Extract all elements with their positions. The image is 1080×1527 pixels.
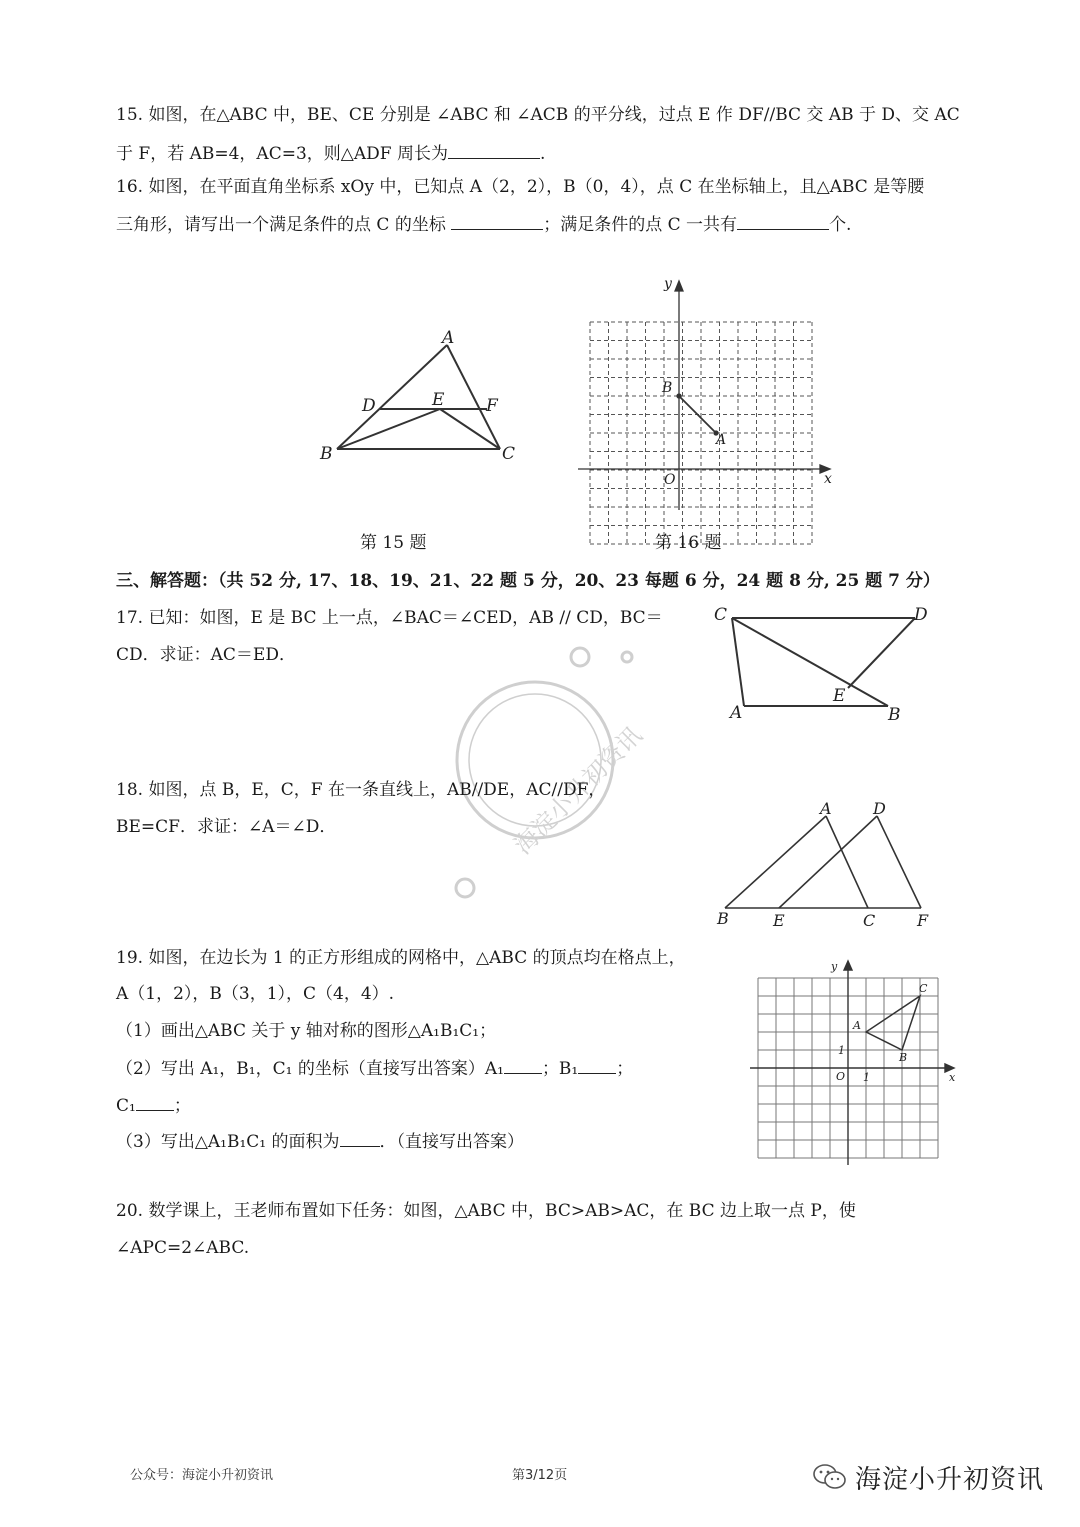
fig17-label-c: C [714, 605, 728, 625]
fig17-label-a: A [730, 703, 743, 723]
fig15-label-f: F [486, 396, 498, 416]
fig15-label-d: D [362, 396, 376, 416]
q15-line2-text: 于 F，若 AB=4，AC=3，则△ADF 周长为 [116, 144, 448, 164]
fig15-seg-ab [337, 345, 447, 449]
q16-line2c: 个. [829, 215, 852, 235]
fig17-seg-cb [732, 618, 888, 706]
fig19-label-a: A [853, 1019, 861, 1032]
q16-line2a: 三角形，请写出一个满足条件的点 C 的坐标 [116, 215, 446, 235]
fig16-y-arrow [675, 281, 683, 291]
q19-blank-area [340, 1128, 380, 1147]
fig16-label-b: B [662, 380, 673, 396]
fig15-label-c: C [502, 444, 516, 464]
q16-line1: 16. 如图，在平面直角坐标系 xOy 中，已知点 A（2，2），B（0，4），点 C 在坐标轴上，且△ABC 是等腰 [116, 177, 925, 197]
q17-line1: 17. 已知：如图，E 是 BC 上一点，∠BAC＝∠CED，AB // CD，BC＝ [116, 608, 663, 628]
fig18-label-a: A [820, 799, 832, 818]
q19-blank-a1 [504, 1055, 542, 1074]
fig18-label-f: F [917, 911, 929, 930]
watermark-text: 海淀小升初资讯 [508, 721, 648, 860]
q19-blank-c1 [136, 1092, 174, 1111]
fig16-label-x: x [824, 471, 832, 487]
figure-15 [310, 325, 530, 470]
q19-part3-end: ．（直接写出答案） [379, 1132, 525, 1152]
fig17-seg-de [848, 618, 915, 688]
fig16-grid [590, 322, 812, 544]
fig19-label-one-x: 1 [863, 1071, 870, 1084]
fig15-seg-be [337, 409, 440, 449]
figure-18 [705, 800, 940, 935]
fig17-label-b: B [888, 705, 901, 725]
q15-line1: 15. 如图，在△ABC 中，BE、CE 分别是 ∠ABC 和 ∠ACB 的平分线，过点 E 作 DF//BC 交 AB 于 D、交 AC [116, 105, 960, 125]
wechat-icon [812, 1462, 848, 1492]
figure-16 [578, 270, 848, 515]
fig19-label-b: B [899, 1051, 908, 1064]
watermark-dot-3 [456, 879, 474, 897]
q16-line2 [116, 211, 851, 237]
fig15-label-b: B [320, 444, 333, 464]
fig17-seg-ca [732, 618, 744, 706]
q19-part2 [116, 1055, 633, 1081]
q19-part2-c1-label: C₁ [116, 1096, 136, 1116]
figure-19 [745, 955, 960, 1170]
q16-blank-1 [451, 211, 543, 230]
fig15-label-e: E [432, 390, 445, 410]
fig19-label-x: x [949, 1071, 956, 1084]
fig16-label-y: y [664, 276, 672, 292]
fig19-label-o: O [836, 1070, 846, 1083]
fig16-label-o: O [664, 472, 676, 488]
section3-title: 三、解答题：（共 52 分, 17、18、19、21、22 题 5 分，20、23 每题 6 分，24 题 8 分, 25 题 7 分） [116, 571, 940, 591]
figure-17 [710, 600, 935, 730]
fig18-label-e: E [773, 911, 785, 930]
q19-part2-b1: ；B₁ [541, 1059, 579, 1079]
q18-line2: BE=CF．求证：∠A＝∠D． [116, 817, 337, 837]
fig18-seg-df [877, 816, 921, 908]
watermark-dot-2 [622, 652, 632, 662]
q15-answer-blank [448, 140, 540, 159]
fig19-label-y: y [831, 960, 838, 973]
q18-line1: 18. 如图，点 B，E，C，F 在一条直线上，AB//DE，AC//DF， [116, 780, 606, 800]
fig15-label-a: A [442, 328, 455, 348]
watermark-seal [440, 640, 660, 900]
q16-blank-2 [737, 211, 829, 230]
fig19-label-c: C [919, 982, 928, 995]
footer-page-number: 第3/12页 [512, 1468, 568, 1483]
q19-part2-c1 [116, 1092, 191, 1118]
fig19-y-arrow [844, 961, 852, 970]
fig16-point-b [677, 394, 681, 398]
q19-part3 [116, 1128, 524, 1154]
fig18-label-c: C [863, 911, 876, 930]
q19-part3-text: （3）写出△A₁B₁C₁ 的面积为 [116, 1132, 340, 1152]
fig16-label-a: A [716, 432, 727, 448]
fig18-seg-ba [725, 816, 826, 908]
fig19-triangle-abc [866, 996, 920, 1050]
fig15-caption: 第 15 题 [360, 533, 427, 553]
q19-part2-c1-end: ； [173, 1096, 191, 1116]
q16-line2b: ；满足条件的点 C 一共有 [543, 215, 738, 235]
footer-brand: 海淀小升初资讯 [855, 1465, 1045, 1495]
q15-line2-end: . [539, 144, 546, 164]
q19-line2: A（1，2），B（3，1），C（4，4）. [116, 984, 395, 1004]
q15-line2 [116, 140, 545, 166]
fig17-label-e: E [833, 686, 846, 706]
fig17-label-d: D [914, 605, 928, 625]
footer-account: 公众号：海淀小升初资讯 [130, 1468, 274, 1483]
q19-blank-b1 [578, 1055, 616, 1074]
watermark-dot-1 [571, 648, 589, 666]
fig16-caption: 第 16 题 [655, 533, 722, 553]
q20-line1: 20. 数学课上，王老师布置如下任务：如图，△ABC 中，BC>AB>AC，在 BC 边上取一点 P，使 [116, 1201, 856, 1221]
q19-part2-sep: ； [616, 1059, 634, 1079]
fig18-label-b: B [717, 909, 729, 928]
q19-line1: 19. 如图，在边长为 1 的正方形组成的网格中，△ABC 的顶点均在格点上， [116, 948, 686, 968]
q20-line2: ∠APC=2∠ABC. [116, 1238, 250, 1258]
q19-part1: （1）画出△ABC 关于 y 轴对称的图形△A₁B₁C₁； [116, 1021, 497, 1041]
q17-line2: CD．求证：AC＝ED． [116, 645, 296, 665]
fig18-label-d: D [873, 799, 886, 818]
q19-part2-text: （2）写出 A₁，B₁，C₁ 的坐标（直接写出答案）A₁ [116, 1059, 504, 1079]
fig19-label-one-y: 1 [838, 1044, 845, 1057]
